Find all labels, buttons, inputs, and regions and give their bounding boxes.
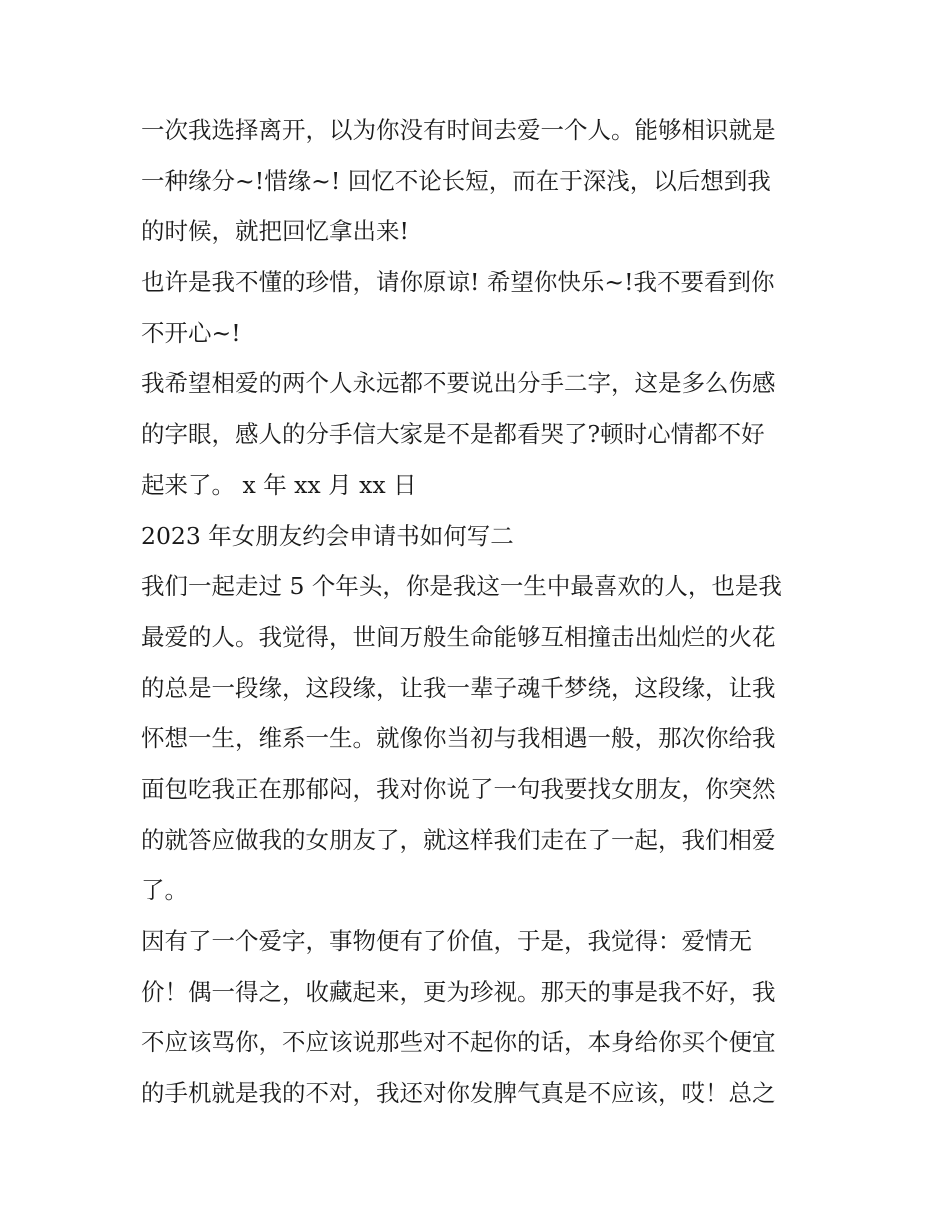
text-line: 我们一起走过 5 个年头，你是我这一生中最喜欢的人，也是我 xyxy=(141,572,782,601)
text-line: 价！偶一得之，收藏起来，更为珍视。那天的事是我不好，我 xyxy=(141,977,776,1006)
text-line: 因有了一个爱字，事物便有了价值，于是，我觉得：爱情无 xyxy=(141,927,752,955)
text-line: 起来了。 x 年 xx 月 xx 日 xyxy=(141,470,417,499)
text-line: 的手机就是我的不对，我还对你发脾气真是不应该，哎！总之 xyxy=(141,1079,776,1108)
text-line: 的字眼，感人的分手信大家是不是都看哭了?顿时心情都不好 xyxy=(141,420,765,449)
text-line: 一次我选择离开，以为你没有时间去爱一个人。能够相识就是 xyxy=(141,116,776,144)
text-line: 怀想一生，维系一生。就像你当初与我相遇一般，那次你给我 xyxy=(141,724,776,753)
text-line: 了。 xyxy=(141,876,188,905)
text-line: 的时候，就把回忆拿出来! xyxy=(141,217,409,246)
text-line: 一种缘分~!惜缘~! 回忆不论长短，而在于深浅，以后想到我 xyxy=(141,166,771,195)
text-line: 不开心~! xyxy=(141,318,241,347)
text-line: 的总是一段缘，这段缘，让我一辈子魂千梦绕，这段缘，让我 xyxy=(141,673,776,702)
text-line: 的就答应做我的女朋友了，就这样我们走在了一起，我们相爱 xyxy=(141,825,776,854)
section-heading: 2023 年女朋友约会申请书如何写二 xyxy=(141,521,514,550)
text-line: 也许是我不懂的珍惜，请你原谅! 希望你快乐~!我不要看到你 xyxy=(141,268,775,297)
document-body xyxy=(141,105,813,1119)
text-line: 我希望相爱的两个人永远都不要说出分手二字，这是多么伤感 xyxy=(141,369,776,398)
text-line: 不应该骂你，不应该说那些对不起你的话，本身给你买个便宜 xyxy=(141,1028,776,1057)
text-line: 最爱的人。我觉得，世间万般生命能够互相撞击出灿烂的火花 xyxy=(141,622,776,651)
text-line: 面包吃我正在那郁闷，我对你说了一句我要找女朋友，你突然 xyxy=(141,774,776,803)
